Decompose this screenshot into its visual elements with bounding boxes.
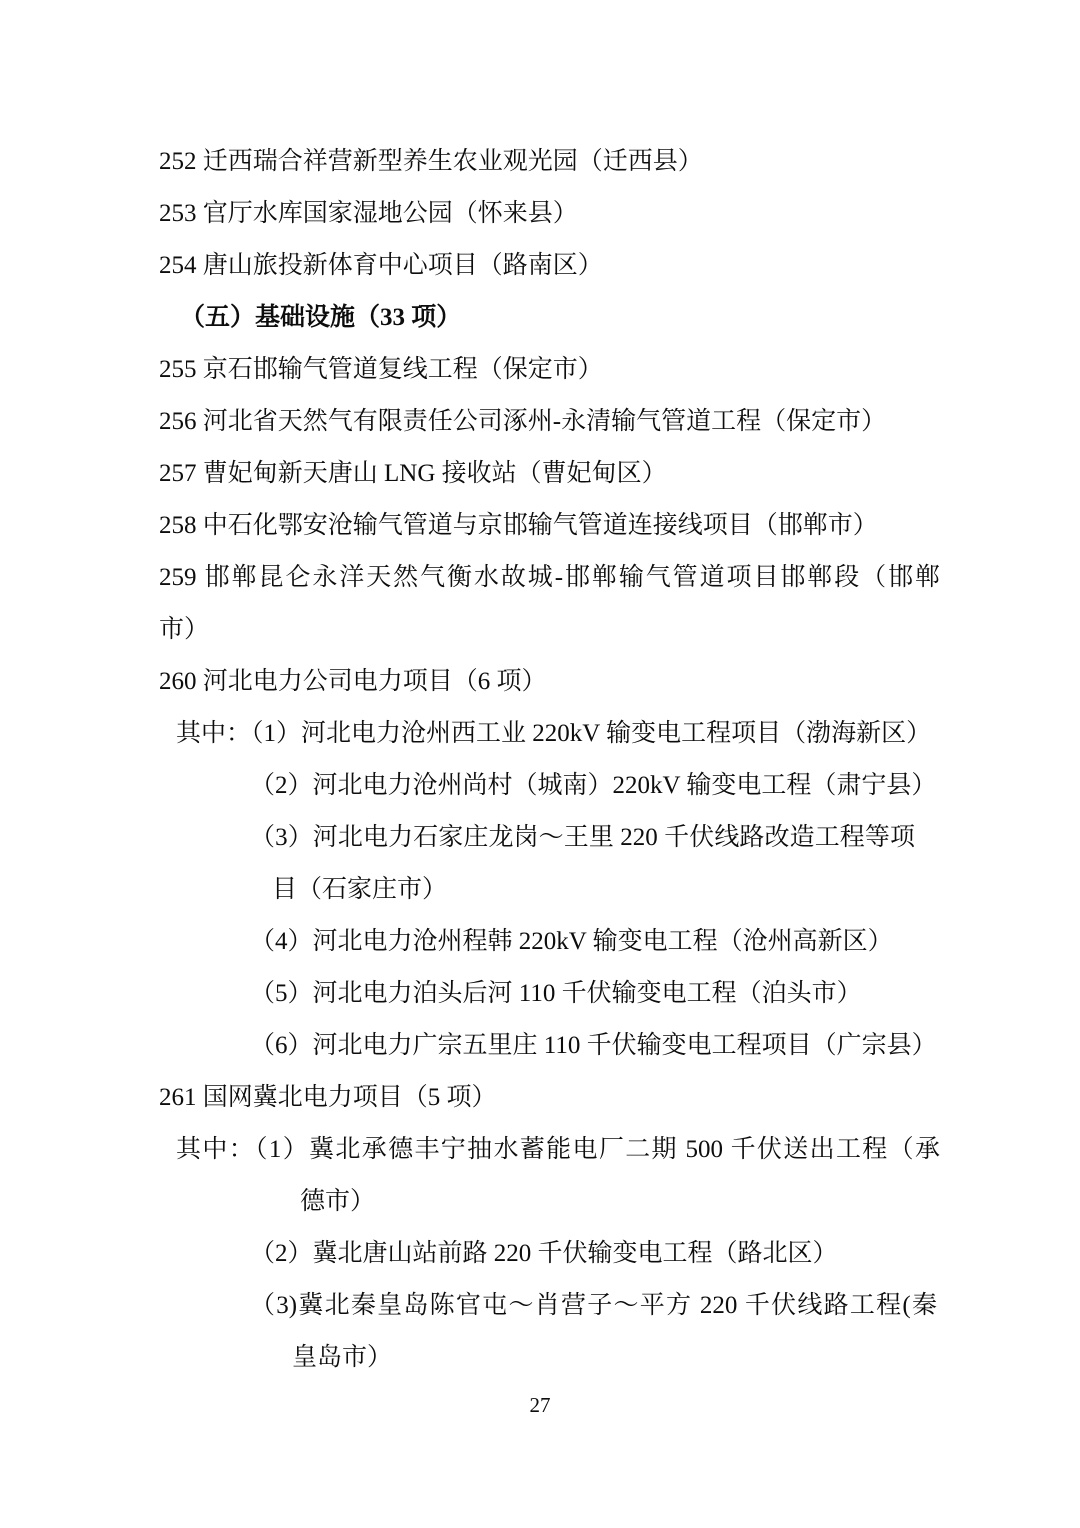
line-260-sub-1: 其中：（1）河北电力沧州西工业 220kV 输变电工程项目（渤海新区） — [176, 720, 932, 747]
line-261-sub-3: （3)冀北秦皇岛陈官屯～肖营子～平方 220 千伏线路工程(秦 — [250, 1292, 937, 1319]
line-item-253: 253 官厅水库国家湿地公园（怀来县） — [159, 200, 578, 227]
line-item-252: 252 迁西瑞合祥营新型养生农业观光园（迁西县） — [159, 148, 703, 175]
line-item-257: 257 曹妃甸新天唐山 LNG 接收站（曹妃甸区） — [159, 460, 667, 487]
line-260-sub-4: （4）河北电力沧州程韩 220kV 输变电工程（沧州高新区） — [250, 928, 893, 955]
line-260-sub-3: （3）河北电力石家庄龙岗～王里 220 千伏线路改造工程等项 — [250, 824, 915, 851]
line-item-259-cont: 市） — [159, 616, 210, 643]
line-item-254: 254 唐山旅投新体育中心项目（路南区） — [159, 252, 603, 279]
line-260-sub-2: （2）河北电力沧州尚村（城南）220kV 输变电工程（肃宁县） — [250, 772, 937, 799]
line-item-256: 256 河北省天然气有限责任公司涿州-永清输气管道工程（保定市） — [159, 408, 887, 435]
line-item-261: 261 国网冀北电力项目（5 项） — [159, 1084, 497, 1111]
line-261-sub-1: 其中：（1）冀北承德丰宁抽水蓄能电厂二期 500 千伏送出工程（承 — [176, 1136, 940, 1163]
line-261-sub-2: （2）冀北唐山站前路 220 千伏输变电工程（路北区） — [250, 1240, 838, 1267]
line-item-255: 255 京石邯输气管道复线工程（保定市） — [159, 356, 603, 383]
line-260-sub-3-cont: 目（石家庄市） — [272, 876, 448, 903]
line-item-259: 259 邯郸昆仑永洋天然气衡水故城-邯郸输气管道项目邯郸段（邯郸 — [159, 564, 940, 591]
line-260-sub-5: （5）河北电力泊头后河 110 千伏输变电工程（泊头市） — [250, 980, 862, 1007]
line-261-sub-1-cont: 德市） — [300, 1188, 376, 1215]
section-heading-5: （五）基础设施（33 项） — [180, 304, 462, 331]
document-body — [0, 136, 1080, 1384]
line-261-sub-3-cont: 皇岛市） — [292, 1344, 393, 1371]
line-260-sub-6: （6）河北电力广宗五里庄 110 千伏输变电工程项目（广宗县） — [250, 1032, 937, 1059]
page-number: 27 — [529, 1393, 551, 1417]
line-item-260: 260 河北电力公司电力项目（6 项） — [159, 668, 547, 695]
line-item-258: 258 中石化鄂安沧输气管道与京邯输气管道连接线项目（邯郸市） — [159, 512, 878, 539]
